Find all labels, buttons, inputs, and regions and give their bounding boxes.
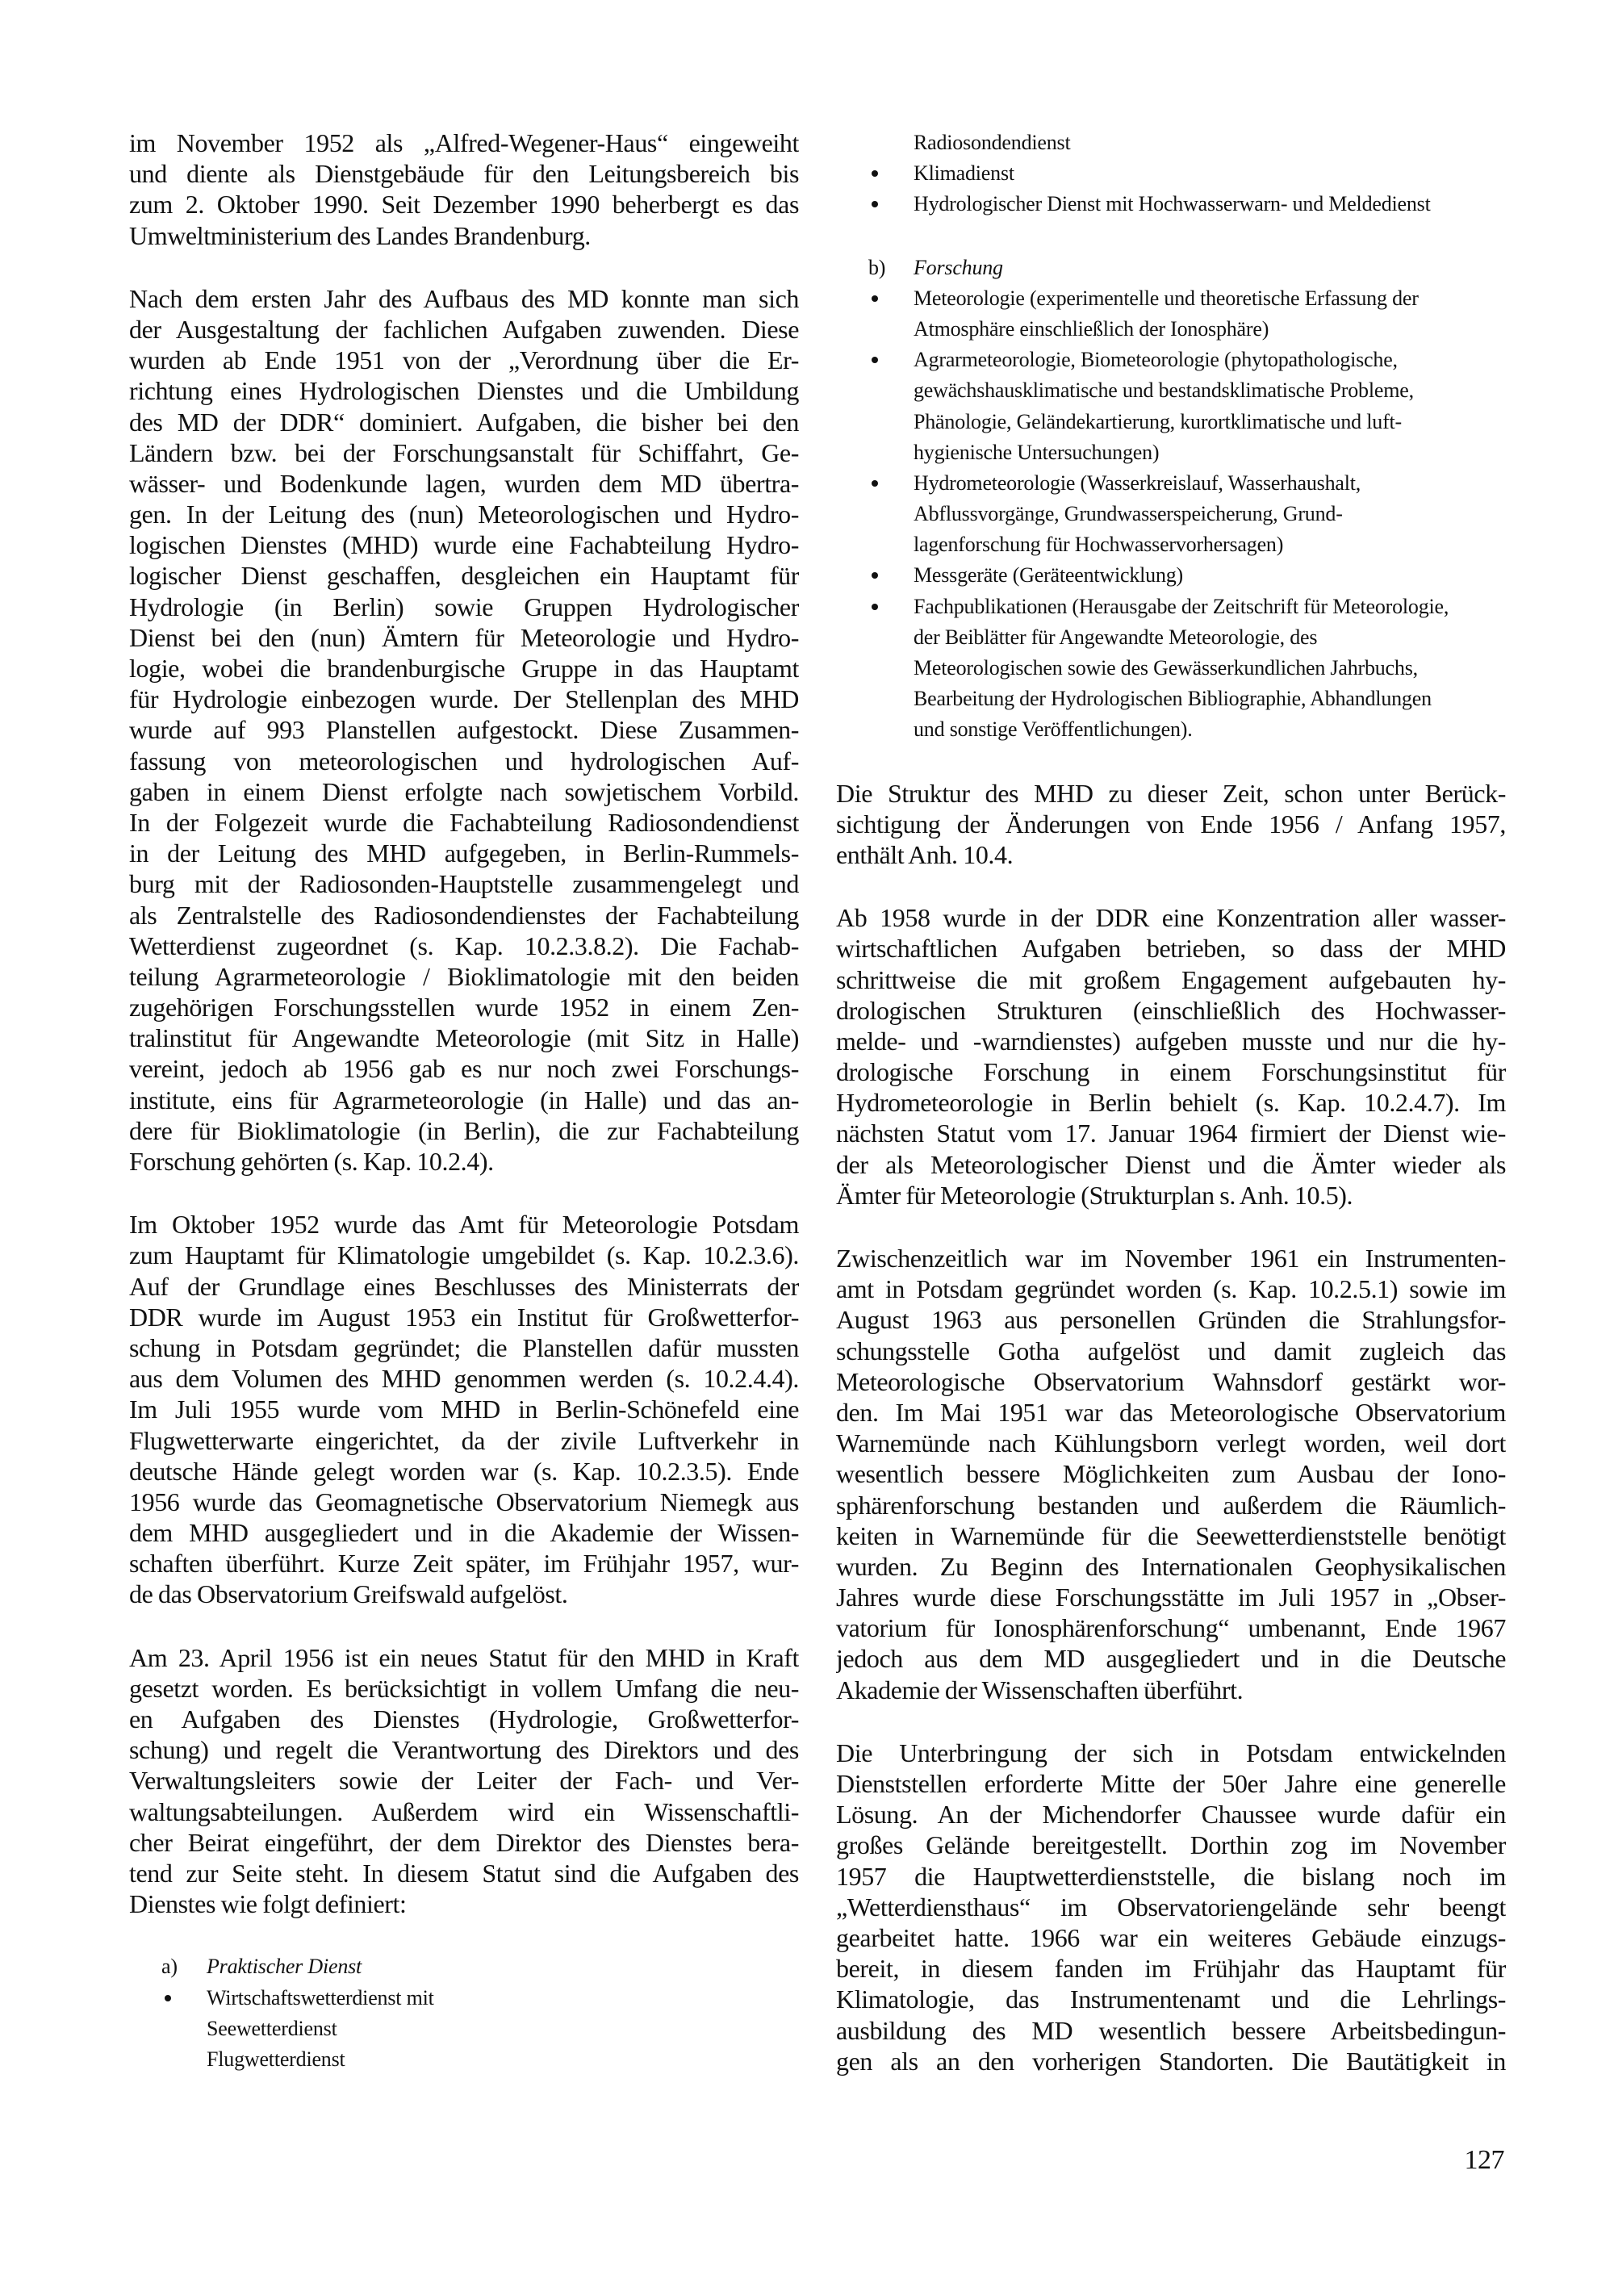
text-line: schrittweise die mit großem Engagement aufgebauten hy- xyxy=(836,964,1506,994)
bullet-icon xyxy=(872,295,878,302)
text-line: gearbeitet hatte. 1966 war ein weiteres Gebäude einzugs- xyxy=(836,1922,1506,1952)
task-list xyxy=(129,1951,799,2075)
text-line: Umweltministerium des Landes Brandenburg. xyxy=(129,220,591,250)
text-line: Dienst bei den (nun) Ämtern für Meteorologie und Hydro- xyxy=(129,622,799,652)
text-line: teilung Agrarmeteorologie / Bioklimatologie mit den beiden xyxy=(129,961,799,991)
list-item-line: und sonstige Veröffentlichungen). xyxy=(914,717,1193,742)
bullet-icon xyxy=(872,170,878,177)
text-line: keiten in Warnemünde für die Seewetterdienststelle benötigt xyxy=(836,1520,1506,1550)
paragraph xyxy=(129,1642,799,1920)
text-line: gen als an den vorherigen Standorten. Die Bautätigkeit in xyxy=(836,2046,1506,2076)
text-line: schaften überführt. Kurze Zeit später, im Frühjahr 1957, wur- xyxy=(129,1549,799,1579)
text-line: cher Beirat eingeführt, der dem Direktor des Dienstes bera- xyxy=(129,1827,799,1857)
text-line: en Aufgaben des Dienstes (Hydrologie, Großwetterfor- xyxy=(129,1704,799,1734)
text-line: Dienstes wie folgt definiert: xyxy=(129,1889,407,1919)
text-line: wesentlich bessere Möglichkeiten zum Ausbau der Iono- xyxy=(836,1459,1506,1489)
text-line: Akademie der Wissenschaften überführt. xyxy=(836,1675,1244,1704)
list-item-line: Radiosondendienst xyxy=(914,131,1071,154)
text-line: Jahres wurde diese Forschungsstätte im Juli 1957 in „Obser- xyxy=(836,1583,1506,1612)
text-line: vatorium für Ionosphärenforschung“ umbenannt, Ende 1967 xyxy=(836,1613,1506,1643)
list-item xyxy=(836,128,1506,158)
text-line: den. Im Mai 1951 war das Meteorologische Observatorium xyxy=(836,1397,1506,1427)
text-line: de das Observatorium Greifswald aufgelöst. xyxy=(129,1579,568,1609)
text-line: Im Juli 1955 wurde vom MHD in Berlin-Schönefeld eine xyxy=(129,1395,799,1424)
paragraph xyxy=(836,1738,1506,2076)
list-item xyxy=(836,345,1506,468)
paragraph xyxy=(129,128,799,251)
text-line: logischen Dienstes (MHD) wurde eine Fachabteilung Hydro- xyxy=(129,530,799,560)
text-line: gesetzt worden. Es berücksichtigt in vollem Umfang die neu- xyxy=(129,1673,799,1703)
list-item-line: hygienische Untersuchungen) xyxy=(914,440,1160,464)
text-line: richtung eines Hydrologischen Dienstes und die Umbildung xyxy=(129,376,799,406)
text-line: drologischen Strukturen (einschließlich des Hochwasser- xyxy=(836,995,1506,1025)
text-line: Verwaltungsleiters sowie der Leiter der Fach- und Ver- xyxy=(129,1766,799,1796)
list-item xyxy=(836,189,1506,220)
text-line: schungsstelle Gotha aufgelöst und damit zugleich das xyxy=(836,1336,1506,1365)
text-line: „Wetterdiensthaus“ im Observatoriengelände sehr beengt xyxy=(836,1892,1506,1922)
text-line: vereint, jedoch ab 1956 gab es nur noch zwei Forschungs- xyxy=(129,1054,799,1084)
text-line: schung in Potsdam gegründet; die Planstellen dafür mussten xyxy=(129,1332,799,1362)
list-item-line: der Beiblätter für Angewandte Meteorologie, des xyxy=(914,625,1318,649)
text-line: Ländern bzw. bei der Forschungsanstalt für Schiffahrt, Ge- xyxy=(129,437,799,467)
text-line: Nach dem ersten Jahr des Aufbaus des MD konnte man sich xyxy=(129,283,799,313)
text-line: wässer- und Bodenkunde lagen, wurden dem MD übertra- xyxy=(129,468,799,498)
text-line: Zwischenzeitlich war im November 1961 ein Instrumenten- xyxy=(836,1244,1506,1273)
text-line: waltungsabteilungen. Außerdem wird ein Wissenschaftli- xyxy=(129,1796,799,1826)
text-line: Die Struktur des MHD zu dieser Zeit, schon unter Berück- xyxy=(836,778,1506,808)
paragraph xyxy=(836,902,1506,1211)
bullet-icon xyxy=(872,480,878,487)
list-item-line: Agrarmeteorologie, Biometeorologie (phytopathologische, xyxy=(914,348,1398,372)
text-line: Auf der Grundlage eines Beschlusses des Ministerrats der xyxy=(129,1271,799,1301)
text-line: Wetterdienst zugeordnet (s. Kap. 10.2.3.8.2). Die Fachab- xyxy=(129,931,799,960)
text-line: Lösung. An der Michendorfer Chaussee wurde dafür ein xyxy=(836,1800,1506,1830)
text-line: amt in Potsdam gegründet worden (s. Kap. 10.2.5.1) sowie im xyxy=(836,1274,1506,1304)
text-line: Die Unterbringung der sich in Potsdam entwickelnden xyxy=(836,1738,1506,1767)
paragraph xyxy=(129,283,799,1177)
task-list xyxy=(836,128,1506,220)
text-line: logie, wobei die brandenburgische Gruppe in das Hauptamt xyxy=(129,654,799,683)
list-item xyxy=(129,1983,799,2076)
task-list xyxy=(836,253,1506,746)
list-item-line: Messgeräte (Geräteentwicklung) xyxy=(914,563,1184,588)
list-item-line: Wirtschaftswetterdienst mit xyxy=(207,1985,434,2010)
list-item-line: Hydrologischer Dienst mit Hochwasserwarn- und Meldedienst xyxy=(914,192,1431,216)
text-line: schung) und regelt die Verantwortung des Direktors und des xyxy=(129,1735,799,1765)
list-item-line: Atmosphäre einschließlich der Ionosphäre) xyxy=(914,316,1269,341)
text-line: 1957 die Hauptwetterdienststelle, die bislang noch im xyxy=(836,1861,1506,1891)
list-item-line: Bearbeitung der Hydrologischen Bibliographie, Abhandlungen xyxy=(914,687,1432,711)
bullet-icon xyxy=(872,572,878,579)
text-line: fassung von meteorologischen und hydrologischen Auf- xyxy=(129,746,799,776)
text-line: logischer Dienst geschaffen, desgleichen ein Hauptamt für xyxy=(129,561,799,591)
text-line: wirtschaftlichen Aufgaben betrieben, so dass der MHD xyxy=(836,934,1506,964)
text-line: Forschung gehörten (s. Kap. 10.2.4). xyxy=(129,1147,494,1176)
right-column xyxy=(836,128,1506,2076)
text-line: Im Oktober 1952 wurde das Amt für Meteorologie Potsdam xyxy=(129,1210,799,1240)
text-line: melde- und -warndienstes) aufgeben musste und nur die hy- xyxy=(836,1026,1506,1056)
list-item-line: gewächshausklimatische und bestandsklimatische Probleme, xyxy=(914,378,1414,403)
text-line: in der Leitung des MHD aufgegeben, in Berlin-Rummels- xyxy=(129,839,799,868)
text-line: wurden ab Ende 1951 von der „Verordnung über die Er- xyxy=(129,345,799,375)
text-line: bereit, in diesem fanden im Frühjahr das Hauptamt für xyxy=(836,1954,1506,1984)
list-item-line: Meteorologie (experimentelle und theoretische Erfassung der xyxy=(914,286,1419,310)
text-line: im November 1952 als „Alfred-Wegener-Haus“ eingeweiht xyxy=(129,128,799,157)
text-line: ausbildung des MD wesentlich bessere Arbeitsbedingun- xyxy=(836,2015,1506,2045)
text-line: des MD der DDR“ dominiert. Aufgaben, die bisher bei den xyxy=(129,407,799,437)
text-line: jedoch aus dem MD ausgegliedert und in die Deutsche xyxy=(836,1644,1506,1674)
text-line: Flugwetterwarte eingerichtet, da der zivile Luftverkehr in xyxy=(129,1425,799,1455)
list-heading-text: Forschung xyxy=(914,255,1003,279)
text-line: DDR wurde im August 1953 ein Institut für Großwetterfor- xyxy=(129,1302,799,1332)
list-heading xyxy=(129,1951,799,1982)
text-line: tend zur Seite steht. In diesem Statut sind die Aufgaben des xyxy=(129,1858,799,1888)
list-marker: a) xyxy=(161,1955,178,1979)
text-line: gaben in einem Dienst erfolgte nach sowjetischem Vorbild. xyxy=(129,776,799,806)
text-line: wurde auf 993 Planstellen aufgestockt. Diese Zusammen- xyxy=(129,715,799,745)
bullet-icon xyxy=(165,1995,171,2001)
list-item-line: Phänologie, Geländekartierung, kurortklimatische und luft- xyxy=(914,409,1403,433)
list-marker: b) xyxy=(868,255,886,279)
text-line: 1956 wurde das Geomagnetische Observatorium Niemegk aus xyxy=(129,1487,799,1516)
text-line: Am 23. April 1956 ist ein neues Statut für den MHD in Kraft xyxy=(129,1642,799,1672)
text-line: Ab 1958 wurde in der DDR eine Konzentration aller wasser- xyxy=(836,903,1506,933)
text-line: zum 2. Oktober 1990. Seit Dezember 1990 beherbergt es das xyxy=(129,190,799,220)
text-line: Klimatologie, das Instrumentenamt und die Lehrlings- xyxy=(836,1984,1506,2014)
bullet-icon xyxy=(872,604,878,610)
text-line: enthält Anh. 10.4. xyxy=(836,839,1014,869)
text-line: burg mit der Radiosonden-Hauptstelle zusammengelegt und xyxy=(129,869,799,899)
list-item-line: Klimadienst xyxy=(914,161,1014,186)
text-line: Ämter für Meteorologie (Strukturplan s. Anh. 10.5). xyxy=(836,1180,1353,1210)
text-line: Dienststellen erforderte Mitte der 50er Jahre eine generelle xyxy=(836,1769,1506,1798)
text-line: In der Folgezeit wurde die Fachabteilung Radiosondendienst xyxy=(129,807,799,837)
text-line: Hydrometeorologie in Berlin behielt (s. Kap. 10.2.4.7). Im xyxy=(836,1088,1506,1118)
list-item xyxy=(836,158,1506,189)
list-item-line: lagenforschung für Hochwasservorhersagen) xyxy=(914,533,1284,557)
bullet-icon xyxy=(872,357,878,363)
text-line: drologische Forschung in einem Forschungsinstitut für xyxy=(836,1057,1506,1087)
text-line: wurden. Zu Beginn des Internationalen Geophysikalischen xyxy=(836,1551,1506,1581)
list-item-line: Fachpublikationen (Herausgabe der Zeitschrift für Meteorologie, xyxy=(914,594,1449,618)
text-line: großes Gelände bereitgestellt. Dorthin zog im November xyxy=(836,1830,1506,1860)
list-item-line: Abflussvorgänge, Grundwasserspeicherung, Grund- xyxy=(914,502,1343,526)
bullet-icon xyxy=(872,201,878,207)
text-line: zugehörigen Forschungsstellen wurde 1952 in einem Zen- xyxy=(129,993,799,1023)
text-line: August 1963 aus personellen Gründen die Strahlungsfor- xyxy=(836,1305,1506,1335)
page-number: 127 xyxy=(1464,2145,1504,2175)
list-item-line: Meteorologischen sowie des Gewässerkundlichen Jahrbuchs, xyxy=(914,656,1418,680)
text-line: der Ausgestaltung der fachlichen Aufgaben zuwenden. Diese xyxy=(129,314,799,344)
text-line: Hydrologie (in Berlin) sowie Gruppen Hydrologischer xyxy=(129,592,799,621)
list-item-line: Hydrometeorologie (Wasserkreislauf, Wasserhaushalt, xyxy=(914,470,1361,495)
list-heading-text: Praktischer Dienst xyxy=(207,1955,362,1979)
list-item xyxy=(836,283,1506,345)
text-line: gen. In der Leitung des (nun) Meteorologischen und Hydro- xyxy=(129,500,799,529)
text-line: der als Meteorologischer Dienst und die Ämter wieder als xyxy=(836,1149,1506,1179)
list-item xyxy=(836,560,1506,591)
text-line: aus dem Volumen des MHD genommen werden (s. 10.2.4.4). xyxy=(129,1364,799,1394)
text-line: für Hydrologie einbezogen wurde. Der Stellenplan des MHD xyxy=(129,684,799,714)
list-item-line: Seewetterdienst xyxy=(207,2016,337,2040)
text-line: institute, eins für Agrarmeteorologie (in Halle) und das an- xyxy=(129,1085,799,1115)
text-line: zum Hauptamt für Klimatologie umgebildet (s. Kap. 10.2.3.6). xyxy=(129,1240,799,1270)
text-line: dem MHD ausgegliedert und in die Akademie der Wissen- xyxy=(129,1518,799,1548)
text-line: nächsten Statut vom 17. Januar 1964 firmiert der Dienst wie- xyxy=(836,1119,1506,1148)
text-line: als Zentralstelle des Radiosondendienstes der Fachabteilung xyxy=(129,900,799,930)
text-line: sphärenforschung bestanden und außerdem die Räumlich- xyxy=(836,1490,1506,1520)
list-item-line: Flugwetterdienst xyxy=(207,2047,345,2071)
text-line: tralinstitut für Angewandte Meteorologie (mit Sitz in Halle) xyxy=(129,1023,799,1053)
text-line: Warnemünde nach Kühlungsborn verlegt worden, weil dort xyxy=(836,1428,1506,1458)
text-line: dere für Bioklimatologie (in Berlin), die zur Fachabteilung xyxy=(129,1115,799,1145)
left-column xyxy=(129,128,799,2075)
text-line: sichtigung der Änderungen von Ende 1956 / Anfang 1957, xyxy=(836,809,1506,839)
paragraph xyxy=(129,1209,799,1609)
list-item xyxy=(836,468,1506,561)
text-line: und diente als Dienstgebäude für den Leitungsbereich bis xyxy=(129,159,799,189)
list-heading xyxy=(836,253,1506,283)
text-line: Meteorologische Observatorium Wahnsdorf gestärkt wor- xyxy=(836,1366,1506,1396)
paragraph xyxy=(836,778,1506,871)
list-item xyxy=(836,592,1506,746)
text-line: deutsche Hände gelegt worden war (s. Kap. 10.2.3.5). Ende xyxy=(129,1456,799,1486)
paragraph xyxy=(836,1243,1506,1705)
